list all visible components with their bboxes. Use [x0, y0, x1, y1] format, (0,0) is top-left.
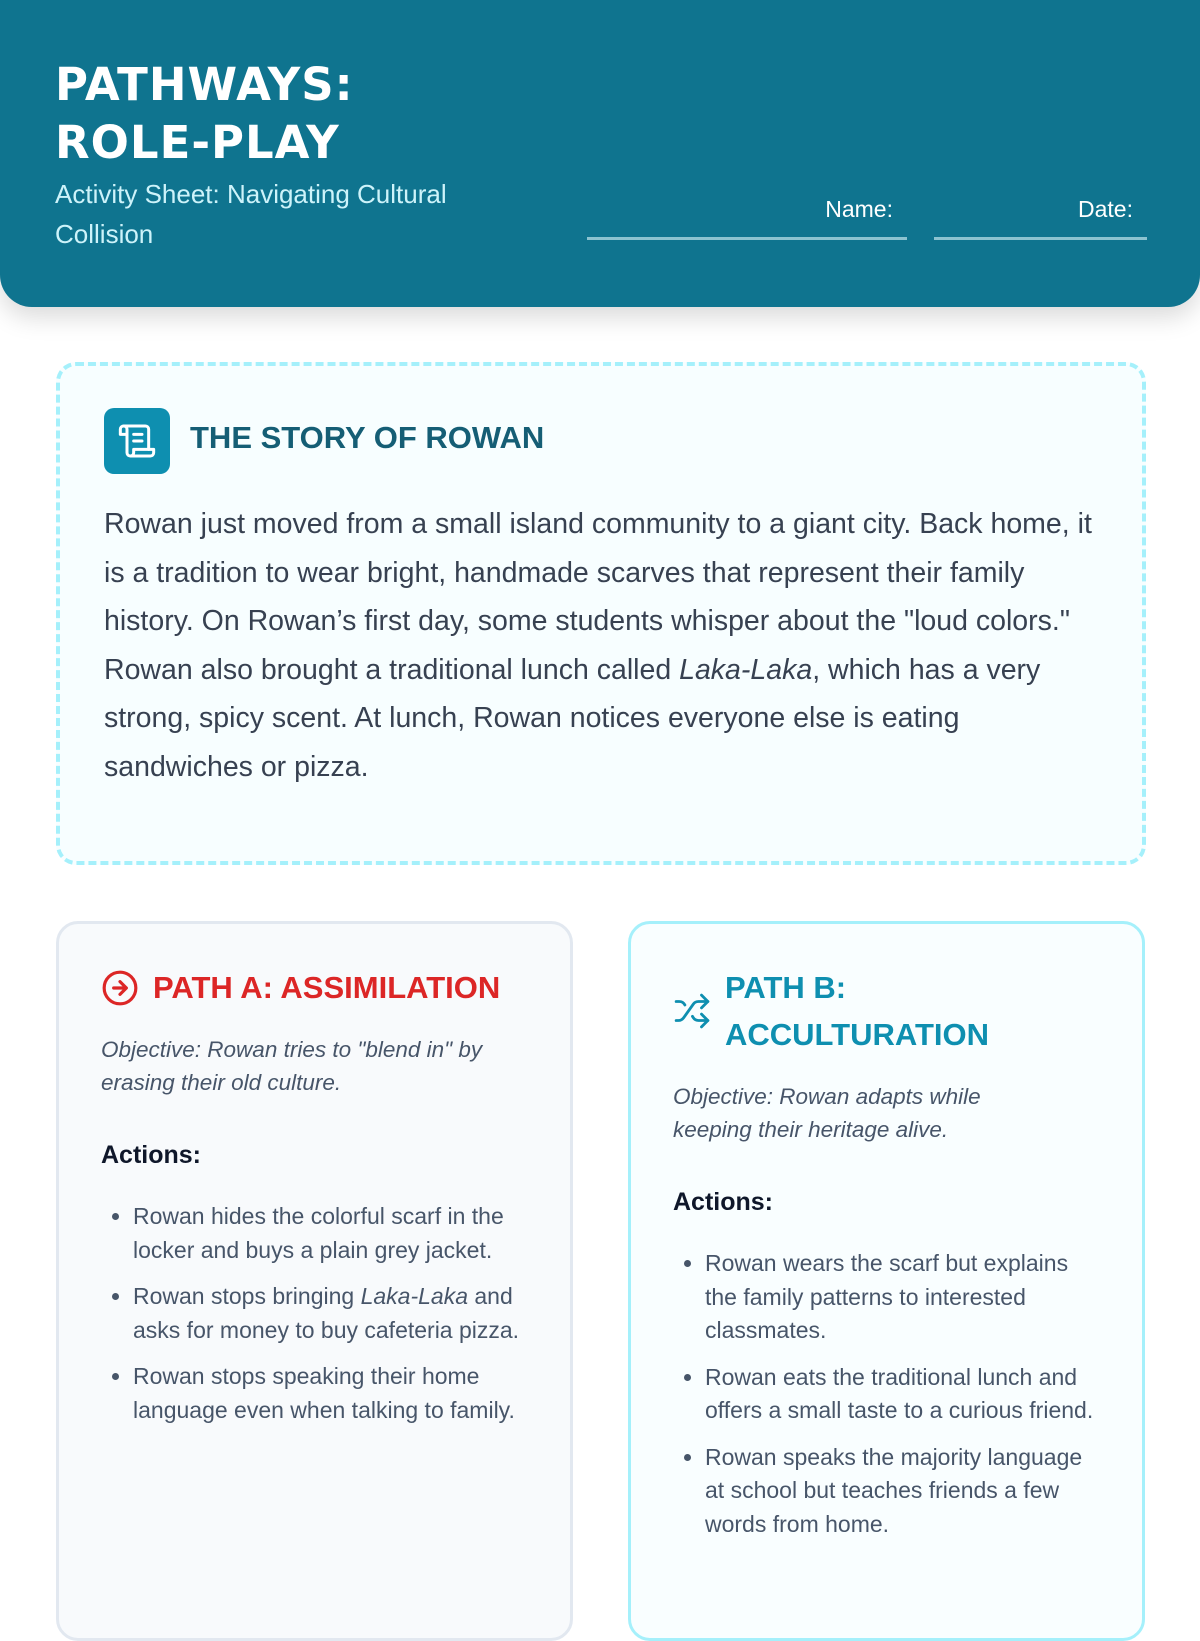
story-text — [104, 500, 1104, 791]
item-text: and asks for money to buy cafeteria pizza. — [133, 1283, 520, 1343]
story-text-italic: Laka-Laka — [679, 653, 813, 686]
arrow-circle-right-icon — [101, 969, 139, 1007]
title-line: PATHWAYS: — [55, 58, 354, 111]
path-a-title: PATH A: ASSIMILATION — [153, 970, 501, 1005]
item-text: Rowan stops bringing — [133, 1283, 361, 1309]
subtitle: Activity Sheet: Navigating Cultural Collision — [55, 179, 447, 249]
path-b-actions-label: Actions: — [673, 1188, 773, 1216]
story-title: THE STORY OF ROWAN — [190, 420, 545, 455]
path-b-objective: Objective: Rowan adapts while keeping their heritage alive. — [673, 1084, 981, 1142]
path-b-title: PATH B: ACCULTURATION — [725, 970, 990, 1052]
scroll-icon — [104, 408, 170, 474]
page-title — [55, 56, 354, 172]
path-b-card — [628, 921, 1145, 1641]
list-item: • Rowan hides the colorful scarf in the locker and buys a plain grey jacket. — [133, 1200, 528, 1267]
path-a-actions — [101, 1200, 528, 1427]
date-field[interactable]: Date: — [934, 196, 1147, 240]
path-a-objective: Objective: Rowan tries to "blend in" by erasing their old culture. — [101, 1037, 483, 1095]
story-box — [56, 362, 1146, 865]
path-a-card — [56, 921, 573, 1641]
name-field[interactable]: Name: — [587, 196, 907, 240]
header — [0, 0, 1200, 307]
list-item — [133, 1280, 528, 1347]
story-text-part: , which has a very strong, spicy scent. At lunch, Rowan notices everyone else is eating sandwiches or pizza. — [104, 653, 1041, 783]
item-italic: Laka-Laka — [360, 1283, 468, 1309]
shuffle-icon — [673, 992, 711, 1030]
list-item: • Rowan eats the traditional lunch and offers a small taste to a curious friend. — [705, 1361, 1100, 1428]
list-item: • Rowan stops speaking their home language even when talking to family. — [133, 1360, 528, 1427]
path-a-actions-label: Actions: — [101, 1141, 201, 1169]
list-item: • Rowan wears the scarf but explains the family patterns to interested classmates. — [705, 1247, 1100, 1348]
title-line: ROLE-PLAY — [55, 116, 340, 169]
list-item: • Rowan speaks the majority language at school but teaches friends a few words from home. — [705, 1441, 1100, 1542]
story-text-part: Rowan just moved from a small island community to a giant city. Back home, it is a tradition to wear bright, handmade scarves that represent their family history. On Rowan’s first day, some students whisper about the "loud colors." Rowan also brought a traditional lunch called — [104, 508, 1092, 686]
path-b-actions — [673, 1247, 1100, 1541]
